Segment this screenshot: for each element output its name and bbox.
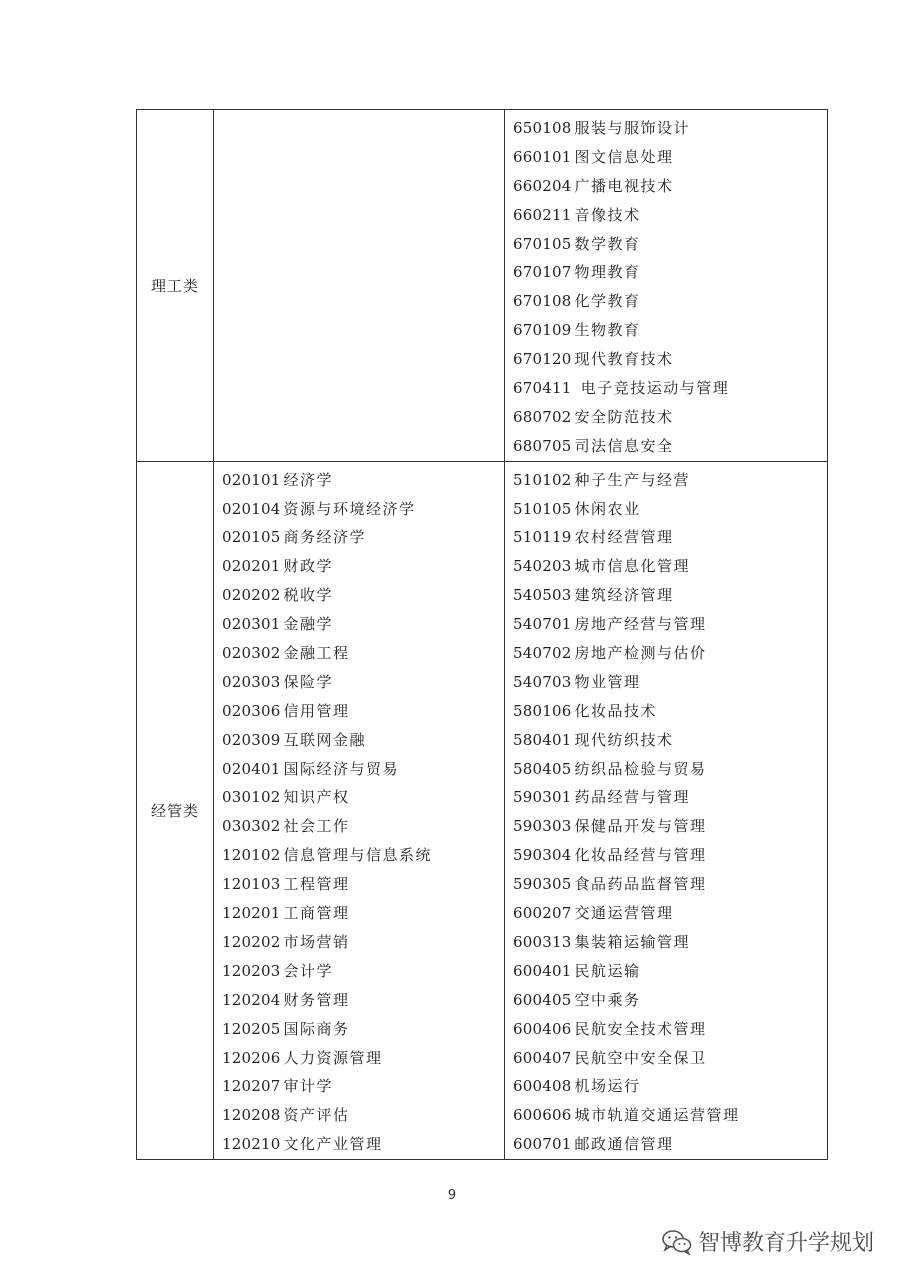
major-code: 020306 <box>222 701 281 720</box>
major-code: 660204 <box>513 176 572 195</box>
list-item <box>222 1101 504 1130</box>
category-cell: 理工类 <box>137 110 214 462</box>
major-name: 广播电视技术 <box>574 176 674 195</box>
list-item <box>222 523 504 552</box>
list-item <box>513 812 827 841</box>
major-code: 600407 <box>513 1048 572 1067</box>
major-code: 600405 <box>513 990 572 1009</box>
major-name: 民航安全技术管理 <box>574 1019 707 1038</box>
major-name: 国际经济与贸易 <box>283 759 399 778</box>
major-name: 城市信息化管理 <box>574 557 690 576</box>
major-code: 590305 <box>513 875 572 894</box>
major-code: 670120 <box>513 350 572 369</box>
wechat-icon <box>662 1229 692 1255</box>
list-item <box>513 552 827 581</box>
major-name: 财务管理 <box>283 990 350 1009</box>
list-item <box>222 783 504 812</box>
major-name: 房地产检测与估价 <box>574 644 707 663</box>
major-code: 020401 <box>222 759 281 778</box>
major-code: 540701 <box>513 615 572 634</box>
list-item <box>513 403 827 432</box>
major-name: 休闲农业 <box>574 499 641 518</box>
list-item <box>513 639 827 668</box>
list-item <box>513 432 827 461</box>
major-name: 食品药品监督管理 <box>574 875 707 894</box>
major-code: 680705 <box>513 436 572 455</box>
major-code: 580401 <box>513 730 572 749</box>
list-item <box>513 345 827 374</box>
major-code: 540503 <box>513 586 572 605</box>
section-row <box>137 110 828 462</box>
major-name: 建筑经济管理 <box>574 586 674 605</box>
major-name: 金融工程 <box>283 644 350 663</box>
list-item <box>513 1044 827 1073</box>
major-code: 540203 <box>513 557 572 576</box>
major-name: 电子竞技运动与管理 <box>574 379 730 398</box>
list-item <box>222 495 504 524</box>
list-item <box>513 697 827 726</box>
major-code: 030102 <box>222 788 281 807</box>
major-code: 600606 <box>513 1106 572 1125</box>
major-name: 经济学 <box>283 470 333 489</box>
major-name: 民航空中安全保卫 <box>574 1048 707 1067</box>
major-code: 670105 <box>513 234 572 253</box>
major-name: 信息管理与信息系统 <box>283 846 432 865</box>
major-code: 120204 <box>222 990 281 1009</box>
major-name: 种子生产与经营 <box>574 470 690 489</box>
major-name: 房地产经营与管理 <box>574 615 707 634</box>
major-name: 会计学 <box>283 961 333 980</box>
major-code: 580405 <box>513 759 572 778</box>
list-item <box>513 755 827 784</box>
major-name: 保险学 <box>283 672 333 691</box>
list-item <box>513 726 827 755</box>
major-name: 人力资源管理 <box>283 1048 383 1067</box>
major-code: 120202 <box>222 932 281 951</box>
major-column-col2 <box>505 461 828 1159</box>
watermark-text: 智博教育升学规划 <box>697 1231 874 1256</box>
major-name: 文化产业管理 <box>283 1135 383 1154</box>
major-code: 510105 <box>513 499 572 518</box>
major-code: 020105 <box>222 528 281 547</box>
list-item <box>222 755 504 784</box>
major-code: 120201 <box>222 904 281 923</box>
list-item <box>513 986 827 1015</box>
major-code: 510102 <box>513 470 572 489</box>
major-column-col1 <box>214 110 505 462</box>
list-item <box>513 928 827 957</box>
list-item <box>513 114 827 143</box>
major-code: 670108 <box>513 292 572 311</box>
list-item <box>513 1101 827 1130</box>
major-name: 资源与环境经济学 <box>283 499 416 518</box>
list-item <box>222 812 504 841</box>
major-code: 670109 <box>513 321 572 340</box>
major-name: 药品经营与管理 <box>574 788 690 807</box>
major-name: 知识产权 <box>283 788 350 807</box>
list-item <box>222 1044 504 1073</box>
list-item <box>222 957 504 986</box>
major-code: 670411 <box>513 379 572 398</box>
major-code: 120207 <box>222 1077 281 1096</box>
major-name: 物理教育 <box>574 263 641 282</box>
major-name: 机场运行 <box>574 1077 641 1096</box>
list-item <box>513 668 827 697</box>
list-item <box>222 552 504 581</box>
major-code: 120102 <box>222 846 281 865</box>
major-code: 540702 <box>513 644 572 663</box>
list-item <box>513 201 827 230</box>
list-item <box>222 726 504 755</box>
list-item <box>513 523 827 552</box>
major-name: 集装箱运输管理 <box>574 932 690 951</box>
major-name: 化妆品经营与管理 <box>574 846 707 865</box>
major-code: 590304 <box>513 846 572 865</box>
list-item <box>222 610 504 639</box>
list-item <box>513 287 827 316</box>
list-item <box>513 841 827 870</box>
major-code: 590301 <box>513 788 572 807</box>
major-name: 工商管理 <box>283 904 350 923</box>
major-name: 城市轨道交通运营管理 <box>574 1106 740 1125</box>
major-code: 600313 <box>513 932 572 951</box>
list-item <box>513 581 827 610</box>
major-code: 680702 <box>513 407 572 426</box>
list-item <box>513 1015 827 1044</box>
major-code: 580106 <box>513 701 572 720</box>
major-name: 农村经营管理 <box>574 528 674 547</box>
major-name: 民航运输 <box>574 961 641 980</box>
major-name: 空中乘务 <box>574 990 641 1009</box>
major-code: 030302 <box>222 817 281 836</box>
list-item <box>513 1130 827 1159</box>
category-cell: 经管类 <box>137 461 214 1159</box>
list-item <box>513 1072 827 1101</box>
list-item <box>222 697 504 726</box>
list-item <box>513 466 827 495</box>
major-name: 社会工作 <box>283 817 350 836</box>
list-item <box>222 986 504 1015</box>
major-code: 120203 <box>222 961 281 980</box>
major-name: 国际商务 <box>283 1019 350 1038</box>
major-name: 市场营销 <box>283 932 350 951</box>
major-name: 商务经济学 <box>283 528 366 547</box>
list-item <box>222 466 504 495</box>
list-item <box>513 899 827 928</box>
list-item <box>513 610 827 639</box>
list-item <box>513 316 827 345</box>
major-code: 660211 <box>513 205 572 224</box>
major-name: 化妆品技术 <box>574 701 657 720</box>
list-item <box>513 172 827 201</box>
major-name: 金融学 <box>283 615 333 634</box>
major-code: 020309 <box>222 730 281 749</box>
major-code: 600406 <box>513 1019 572 1038</box>
major-code: 120210 <box>222 1135 281 1154</box>
major-code: 020202 <box>222 586 281 605</box>
list-item <box>222 1015 504 1044</box>
list-item <box>222 899 504 928</box>
major-name: 音像技术 <box>574 205 641 224</box>
major-code: 020302 <box>222 644 281 663</box>
list-item <box>222 668 504 697</box>
major-name: 审计学 <box>283 1077 333 1096</box>
major-code: 120206 <box>222 1048 281 1067</box>
list-item <box>222 1072 504 1101</box>
list-item <box>222 870 504 899</box>
major-code: 120103 <box>222 875 281 894</box>
major-name: 司法信息安全 <box>574 436 674 455</box>
list-item <box>222 928 504 957</box>
major-code: 020201 <box>222 557 281 576</box>
list-item <box>222 1130 504 1159</box>
list-item <box>513 230 827 259</box>
major-code: 120205 <box>222 1019 281 1038</box>
major-name: 服装与服饰设计 <box>574 119 690 137</box>
major-code: 020303 <box>222 672 281 691</box>
major-name: 信用管理 <box>283 701 350 720</box>
list-item <box>513 783 827 812</box>
major-name: 财政学 <box>283 557 333 576</box>
major-code: 600701 <box>513 1135 572 1154</box>
list-item <box>222 581 504 610</box>
major-code: 020301 <box>222 615 281 634</box>
watermark <box>662 1226 874 1257</box>
list-item <box>222 841 504 870</box>
major-name: 交通运营管理 <box>574 904 674 923</box>
major-code: 600207 <box>513 904 572 923</box>
section-row <box>137 461 828 1159</box>
major-name: 邮政通信管理 <box>574 1135 674 1154</box>
major-name: 纺织品检验与贸易 <box>574 759 707 778</box>
major-code: 670107 <box>513 263 572 282</box>
major-name: 工程管理 <box>283 875 350 894</box>
major-name: 现代教育技术 <box>574 350 674 369</box>
major-code: 600401 <box>513 961 572 980</box>
major-name: 税收学 <box>283 586 333 605</box>
major-code: 600408 <box>513 1077 572 1096</box>
major-name: 互联网金融 <box>283 730 366 749</box>
major-name: 保健品开发与管理 <box>574 817 707 836</box>
list-item <box>222 639 504 668</box>
major-name: 图文信息处理 <box>574 147 674 166</box>
major-column-col2 <box>505 110 828 462</box>
major-name: 物业管理 <box>574 672 641 691</box>
list-item <box>513 957 827 986</box>
list-item <box>513 870 827 899</box>
major-code: 020104 <box>222 499 281 518</box>
list-item <box>513 374 827 403</box>
major-code: 660101 <box>513 147 572 166</box>
major-code: 590303 <box>513 817 572 836</box>
list-item <box>513 495 827 524</box>
list-item <box>513 258 827 287</box>
major-name: 化学教育 <box>574 292 641 311</box>
major-column-col1 <box>214 461 505 1159</box>
major-name: 数学教育 <box>574 234 641 253</box>
major-name: 现代纺织技术 <box>574 730 674 749</box>
major-code: 540703 <box>513 672 572 691</box>
major-name: 资产评估 <box>283 1106 350 1125</box>
major-code: 120208 <box>222 1106 281 1125</box>
list-item <box>513 143 827 172</box>
major-table <box>136 109 828 1160</box>
page-number: 9 <box>447 1188 457 1203</box>
major-code: 650108 <box>513 119 572 137</box>
major-code: 020101 <box>222 470 281 489</box>
major-code: 510119 <box>513 528 572 547</box>
major-name: 生物教育 <box>574 321 641 340</box>
major-name: 安全防范技术 <box>574 407 674 426</box>
